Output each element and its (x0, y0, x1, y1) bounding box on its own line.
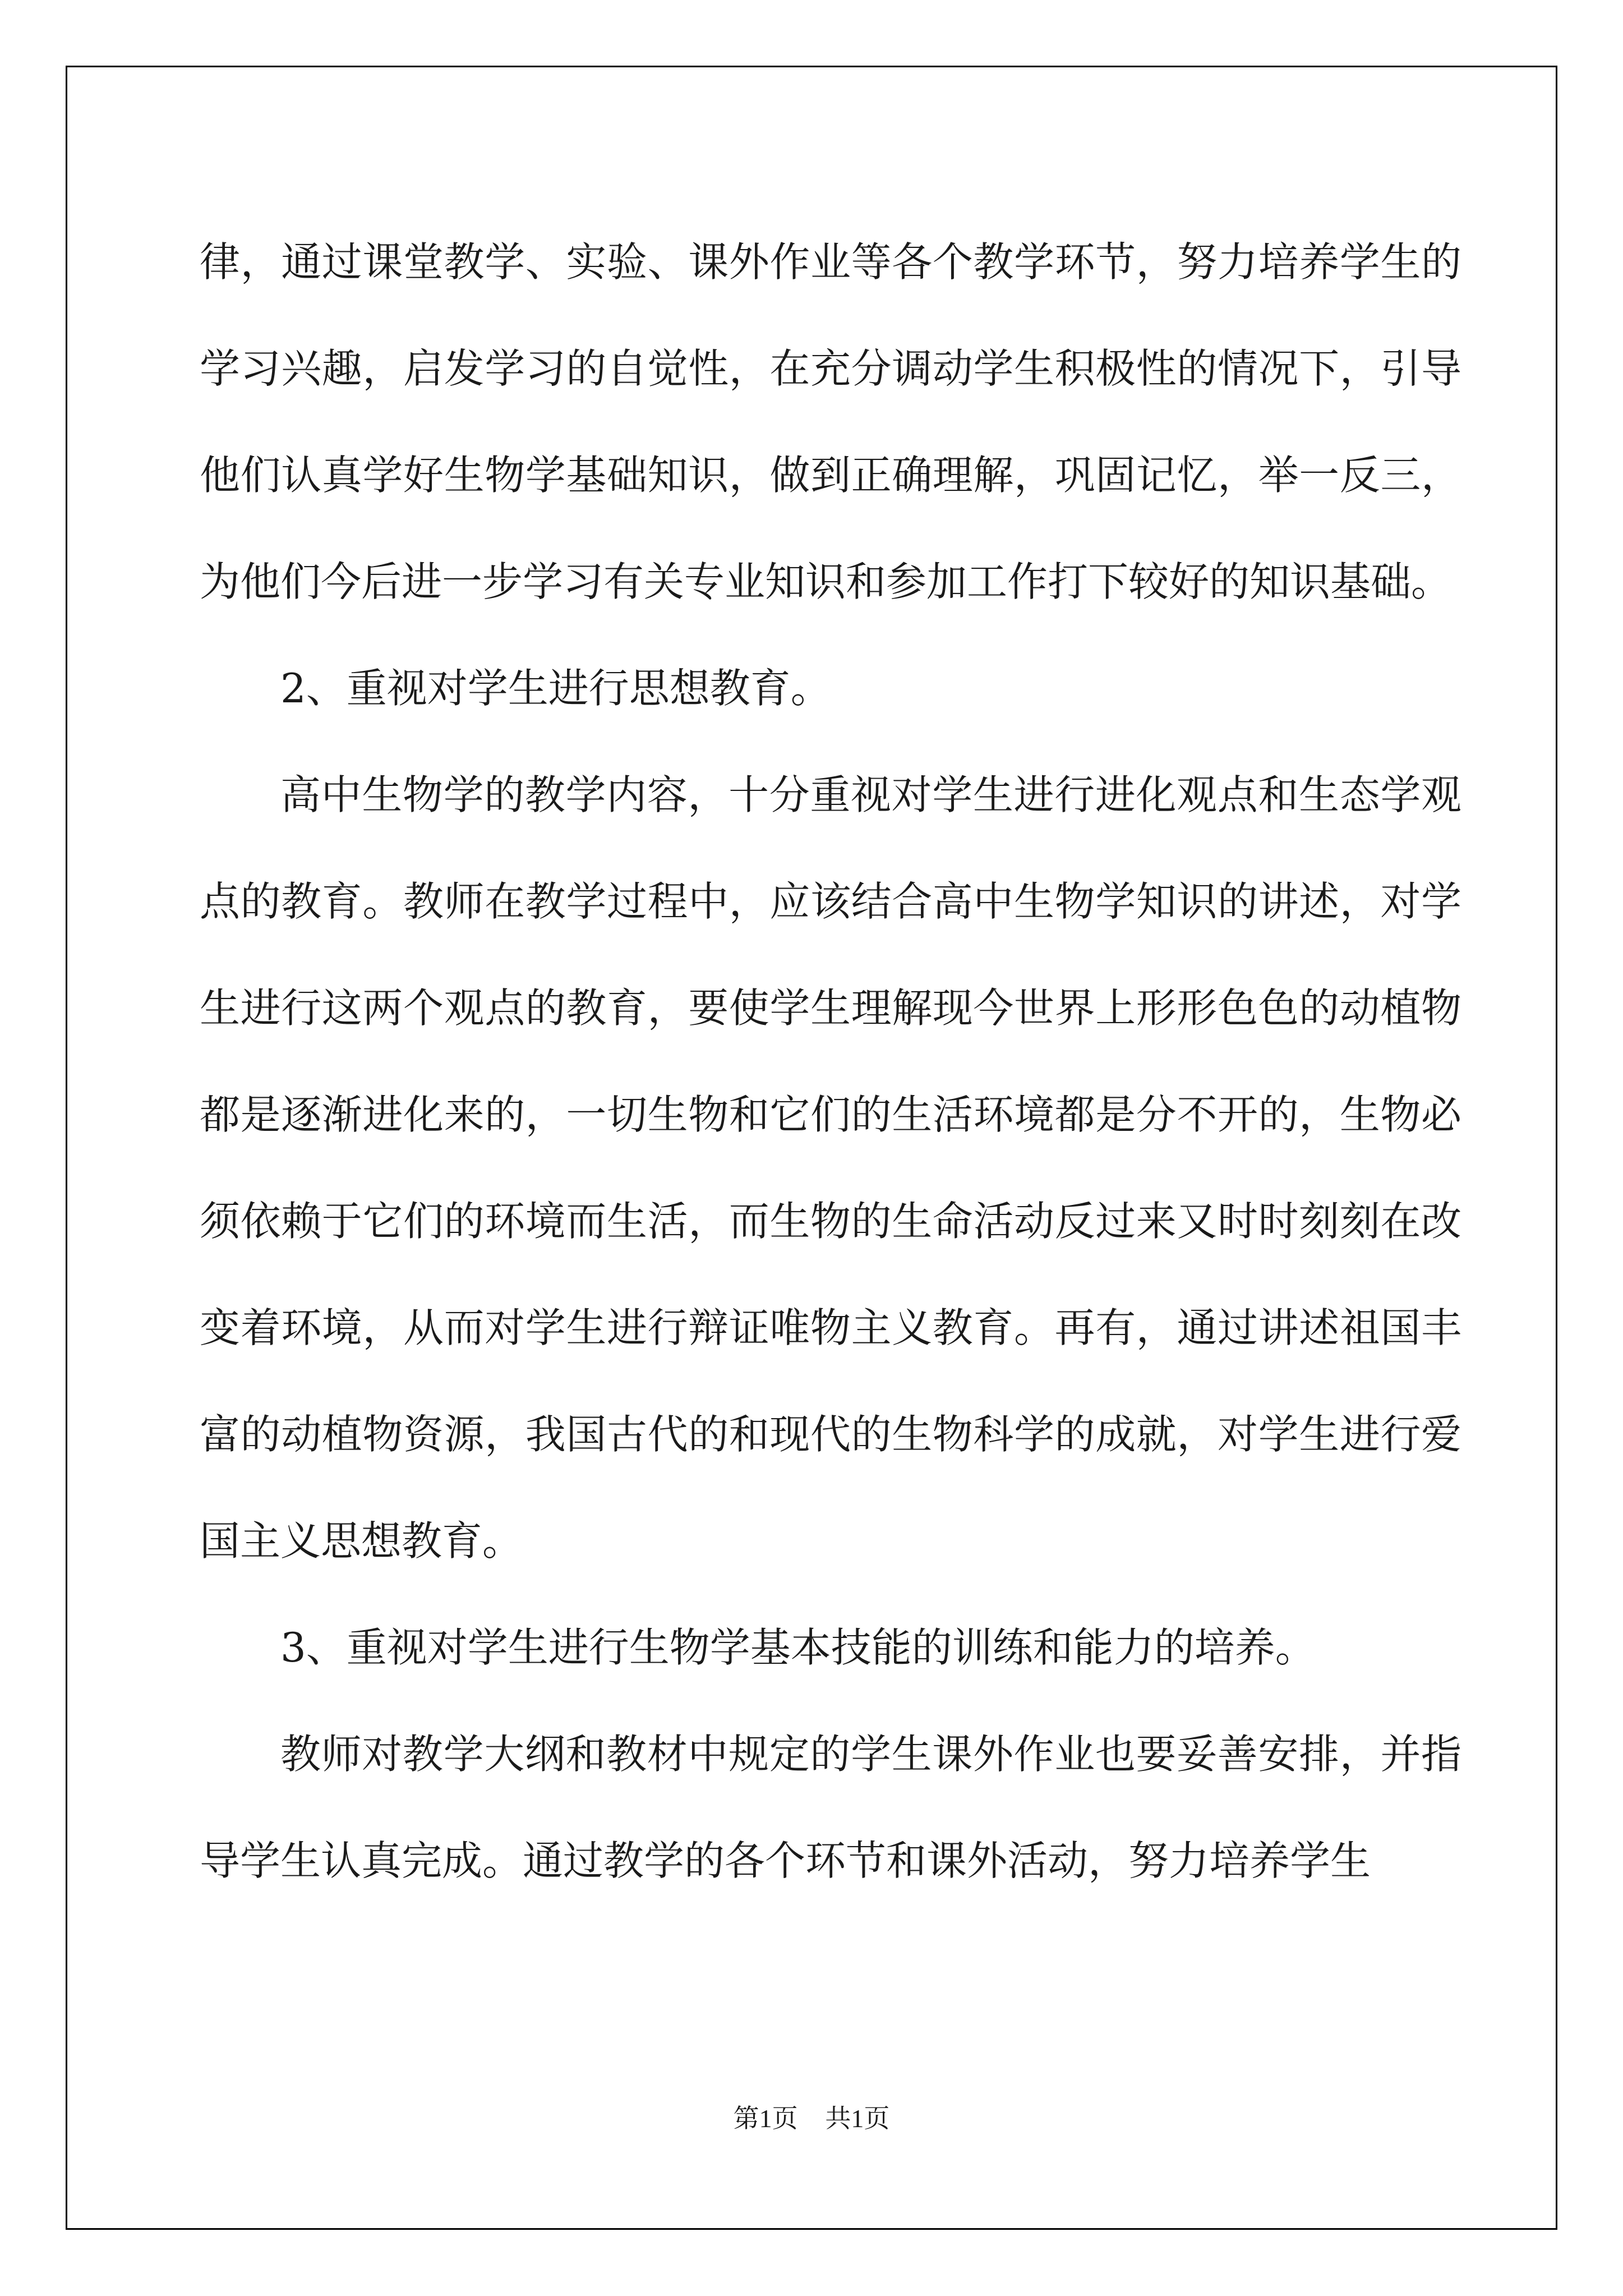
page-number: 第1页 (733, 2104, 798, 2133)
document-body (200, 209, 1461, 1914)
page-total: 共1页 (825, 2104, 890, 2133)
paragraph-4-heading: 3、重视对学生进行生物学基本技能的训练和能力的培养。 (280, 1624, 1316, 1671)
page-footer (0, 2098, 1623, 2135)
paragraph-2-heading: 2、重视对学生进行思想教育。 (280, 665, 831, 712)
paragraph-1: 律，通过课堂教学、实验、课外作业等各个教学环节，努力培养学生的学习兴趣，启发学习的自觉性，在充分调动学生积极性的情况下，引导他们认真学好生物学基础知识，做到正确理解，巩固记忆，举一反三，为他们今后进一步学习有关专业知识和参加工作打下较好的知识基础。 (200, 238, 1461, 605)
paragraph-3: 高中生物学的教学内容，十分重视对学生进行进化观点和生态学观点的教育。教师在教学过程中，应该结合高中生物学知识的讲述，对学生进行这两个观点的教育，要使学生理解现今世界上形形色色的动植物都是逐渐进化来的，一切生物和它们的生活环境都是分不开的，生物必须依赖于它们的环境而生活，而生物的生命活动反过来又时时刻刻在改变着环境，从而对学生进行辩证唯物主义教育。再有，通过讲述祖国丰富的动植物资源，我国古代的和现代的生物科学的成就，对学生进行爱国主义思想教育。 (200, 771, 1461, 1565)
paragraph-5: 教师对教学大纲和教材中规定的学生课外作业也要妥善安排，并指导学生认真完成。通过教学的各个环节和课外活动，努力培养学生 (200, 1731, 1461, 1884)
